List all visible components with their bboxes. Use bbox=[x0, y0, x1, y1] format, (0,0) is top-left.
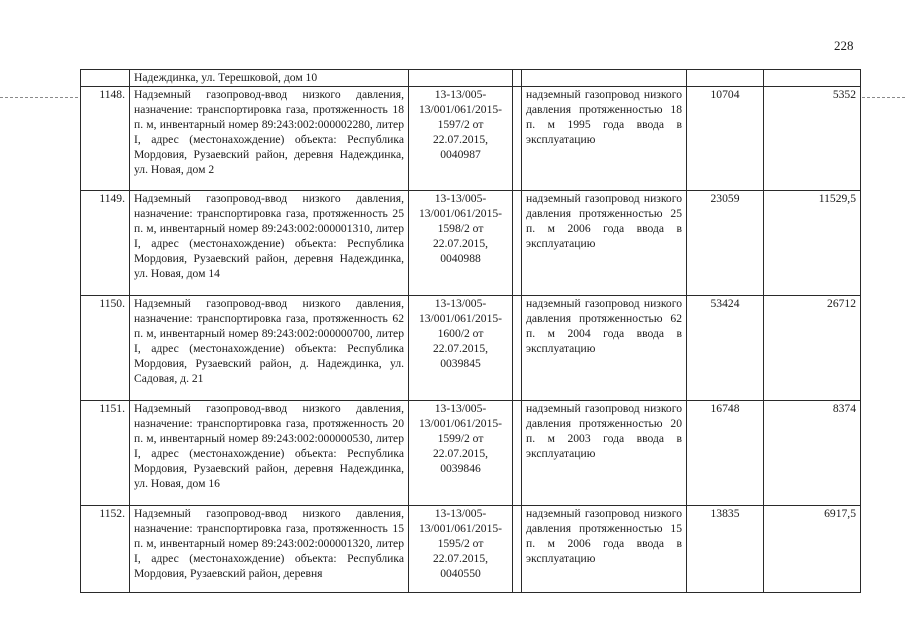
cell-registration: 13-13/005-13/001/061/2015-1600/2 от 22.07.2015, 0039845 bbox=[409, 296, 513, 401]
cell-note bbox=[522, 70, 687, 87]
cell-value2 bbox=[764, 70, 861, 87]
cell-value1: 10704 bbox=[687, 87, 764, 191]
cell-value1 bbox=[687, 70, 764, 87]
cell-description: Надземный газопровод-ввод низкого давления, назначение: транспортировка газа, протяженность 15 п. м, инвентарный номер 89:243:002:000001320, литер I, адрес (местонахождение) объекта: Республика Мордовия, Рузаевский район, деревня bbox=[130, 506, 409, 593]
cell-note: надземный газопровод низкого давления протяженностью 18 п. м 1995 года ввода в эксплуатацию bbox=[522, 87, 687, 191]
table-row bbox=[81, 87, 861, 191]
cell-value1: 23059 bbox=[687, 191, 764, 296]
cell-description: Надеждинка, ул. Терешковой, дом 10 bbox=[130, 70, 409, 87]
cell-spacer bbox=[513, 87, 522, 191]
cell-num: 1152. bbox=[81, 506, 130, 593]
cell-value2: 26712 bbox=[764, 296, 861, 401]
table-row bbox=[81, 506, 861, 593]
cell-value1: 16748 bbox=[687, 401, 764, 506]
cell-value2: 8374 bbox=[764, 401, 861, 506]
cell-registration: 13-13/005-13/001/061/2015-1599/2 от 22.07.2015, 0039846 bbox=[409, 401, 513, 506]
table-row-continuation bbox=[81, 70, 861, 87]
table-row bbox=[81, 296, 861, 401]
cell-spacer bbox=[513, 70, 522, 87]
cell-note: надземный газопровод низкого давления протяженностью 62 п. м 2004 года ввода в эксплуатацию bbox=[522, 296, 687, 401]
table-row bbox=[81, 401, 861, 506]
scan-artifact-line-right bbox=[862, 97, 905, 98]
cell-num: 1149. bbox=[81, 191, 130, 296]
cell-description: Надземный газопровод-ввод низкого давления, назначение: транспортировка газа, протяженность 20 п. м, инвентарный номер 89:243:002:000000530, литер I, адрес (местонахождение) объекта: Республика Мордовия, Рузаевский район, деревня Надеждинка, ул. Новая, дом 16 bbox=[130, 401, 409, 506]
cell-registration bbox=[409, 70, 513, 87]
cell-description: Надземный газопровод-ввод низкого давления, назначение: транспортировка газа, протяженность 18 п. м, инвентарный номер 89:243:002:000002280, литер I, адрес (местонахождение) объекта: Республика Мордовия, Рузаевский район, деревня Надеждинка, ул. Новая, дом 2 bbox=[130, 87, 409, 191]
cell-spacer bbox=[513, 401, 522, 506]
cell-spacer bbox=[513, 296, 522, 401]
cell-registration: 13-13/005-13/001/061/2015-1598/2 от 22.07.2015, 0040988 bbox=[409, 191, 513, 296]
cell-registration: 13-13/005-13/001/061/2015-1595/2 от 22.07.2015, 0040550 bbox=[409, 506, 513, 593]
cell-value1: 53424 bbox=[687, 296, 764, 401]
cell-value2: 6917,5 bbox=[764, 506, 861, 593]
cell-num: 1150. bbox=[81, 296, 130, 401]
scan-artifact-line-left bbox=[0, 97, 78, 98]
cell-description: Надземный газопровод-ввод низкого давления, назначение: транспортировка газа, протяженность 62 п. м, инвентарный номер 89:243:002:000000700, литер I, адрес (местонахождение) объекта: Республика Мордовия, Рузаевский район, д. Надеждинка, ул. Садовая, д. 21 bbox=[130, 296, 409, 401]
page-number: 228 bbox=[834, 38, 854, 53]
table-row bbox=[81, 191, 861, 296]
cell-num: 1151. bbox=[81, 401, 130, 506]
cell-note: надземный газопровод низкого давления протяженностью 15 п. м 2006 года ввода в эксплуатацию bbox=[522, 506, 687, 593]
cell-registration: 13-13/005-13/001/061/2015-1597/2 от 22.07.2015, 0040987 bbox=[409, 87, 513, 191]
cell-value1: 13835 bbox=[687, 506, 764, 593]
cell-value2: 5352 bbox=[764, 87, 861, 191]
property-registry-table bbox=[80, 69, 861, 593]
cell-num: 1148. bbox=[81, 87, 130, 191]
cell-value2: 11529,5 bbox=[764, 191, 861, 296]
cell-spacer bbox=[513, 506, 522, 593]
cell-num bbox=[81, 70, 130, 87]
cell-spacer bbox=[513, 191, 522, 296]
cell-note: надземный газопровод низкого давления протяженностью 25 п. м 2006 года ввода в эксплуатацию bbox=[522, 191, 687, 296]
cell-description: Надземный газопровод-ввод низкого давления, назначение: транспортировка газа, протяженность 25 п. м, инвентарный номер 89:243:002:000001310, литер I, адрес (местонахождение) объекта: Республика Мордовия, Рузаевский район, деревня Надеждинка, ул. Новая, дом 14 bbox=[130, 191, 409, 296]
cell-note: надземный газопровод низкого давления протяженностью 20 п. м 2003 года ввода в эксплуатацию bbox=[522, 401, 687, 506]
